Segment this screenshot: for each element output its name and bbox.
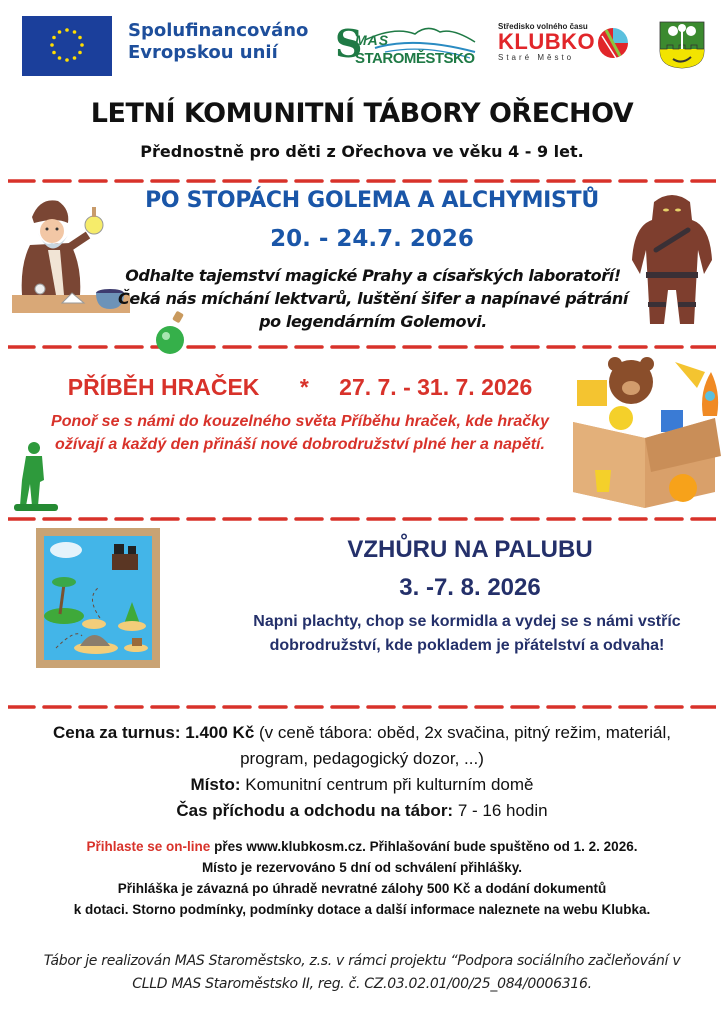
dashed-divider: [8, 177, 716, 185]
eu-text-line2: Evropskou unií: [128, 42, 278, 63]
klubko-city: Staré Město: [498, 53, 575, 62]
klubko-logo: [498, 22, 638, 70]
register-online-highlight: Přihlaste se on-line: [86, 839, 211, 854]
price-label: Cena za turnus:: [53, 723, 181, 742]
coat-of-arms-icon: [659, 21, 705, 69]
toy-box-illustration: [565, 352, 724, 510]
footer-line2: CLLD MAS Staroměstsko II, reg. č. CZ.03.02.01/00/25_084/0006316.: [132, 976, 592, 992]
eu-text-line1: Spolufinancováno: [128, 20, 309, 41]
place-value: Komunitní centrum při kulturním domě: [245, 775, 534, 794]
camp2-separator: *: [299, 374, 309, 400]
place-info: [0, 772, 724, 798]
project-footer: [0, 950, 724, 996]
camp3-title: VZHŮRU NA PALUBU: [347, 536, 593, 563]
registration-line2: Místo je rezervováno 5 dní od schválení přihlášky.: [201, 860, 523, 875]
yarn-ball-icon: [594, 24, 632, 62]
time-label: Čas příchodu a odchodu na tábor:: [176, 801, 454, 820]
eu-cofunded-text: [128, 20, 308, 64]
golem-icon: [628, 190, 716, 330]
registration-line3: Přihláška je závazná po úhradě nevratné zálohy 500 Kč a dodání dokumentů: [117, 881, 607, 896]
price-note: (v ceně tábora: oběd, 2x svačina, pitný režim, materiál, program, pedagogický dozor, ...): [240, 723, 671, 768]
green-soldier-icon: [12, 440, 62, 512]
camp2-heading: [30, 374, 570, 401]
registration-line4: k dotaci. Storno podmínky, podmínky dotace a další informace naleznete na webu Klubka.: [73, 902, 651, 917]
page-subtitle: Přednostně pro děti z Ořechova ve věku 4 - 9 let.: [140, 142, 584, 161]
time-value: 7 - 16 hodin: [457, 801, 548, 820]
registration-info: [0, 836, 724, 920]
dashed-divider: [8, 343, 716, 351]
camp2-title: PŘÍBĚH HRAČEK: [67, 374, 260, 400]
camp3-description: Napni plachty, chop se kormidla a vydej se s námi vstříc dobrodružství, kde pokladem je přátelství a odvaha!: [253, 613, 681, 654]
klubko-name: KLUBKO: [498, 29, 596, 54]
price-info: [0, 720, 724, 772]
price-value: 1.400 Kč: [185, 723, 255, 742]
green-potion-illustration: [152, 310, 196, 360]
treasure-map-icon: [36, 528, 160, 668]
dashed-divider: [8, 515, 716, 523]
eu-flag-logo: [22, 16, 112, 76]
treasure-map-illustration: [36, 528, 160, 668]
page-title: LETNÍ KOMUNITNÍ TÁBORY OŘECHOV: [90, 98, 634, 129]
orechov-coat-of-arms: [659, 21, 705, 69]
camp-info: [0, 720, 724, 824]
toy-soldier-illustration: [12, 440, 62, 512]
mas-label: MAS: [355, 32, 390, 48]
camp2-description: Ponoř se s námi do kouzelného světa Příběhu hraček, kde hračky ožívají a každý den přináší nové dobrodružství plné her a napětí.: [51, 413, 549, 453]
camp1-title: PO STOPÁCH GOLEMA A ALCHYMISTŮ: [145, 188, 599, 213]
camp1-date: 20. - 24.7. 2026: [270, 226, 474, 252]
camp2-date: 27. 7. - 31. 7. 2026: [339, 374, 533, 400]
registration-line1: [0, 836, 724, 857]
footer-line1: Tábor je realizován MAS Staroměstsko, z.s. v rámci projektu “Podpora sociálního začleňování v: [43, 953, 681, 969]
camp3-date: 3. -7. 8. 2026: [399, 574, 541, 601]
camp1-description: Odhalte tajemství magické Prahy a císařských laboratoří! Čeká nás míchání lektvarů, luštění šifer a napínavé pátrání po legendárním Golemovi.: [118, 266, 628, 331]
potion-bottle-icon: [152, 310, 196, 360]
staromestsko-label: STAROMĚSTSKO: [355, 50, 475, 67]
registration-website-text: přes www.klubkosm.cz. Přihlašování bude spuštěno od 1. 2. 2026.: [214, 839, 638, 854]
place-label: Místo:: [190, 775, 241, 794]
dashed-divider: [8, 703, 716, 711]
time-info: [0, 798, 724, 824]
mas-staromestsko-logo: S MAS STAROMĚSTSKO: [335, 22, 480, 72]
klubko-tagline: Středisko volného času: [498, 22, 588, 31]
golem-illustration: [628, 190, 716, 330]
eu-stars-icon: [22, 16, 112, 76]
toy-box-icon: [565, 352, 724, 510]
